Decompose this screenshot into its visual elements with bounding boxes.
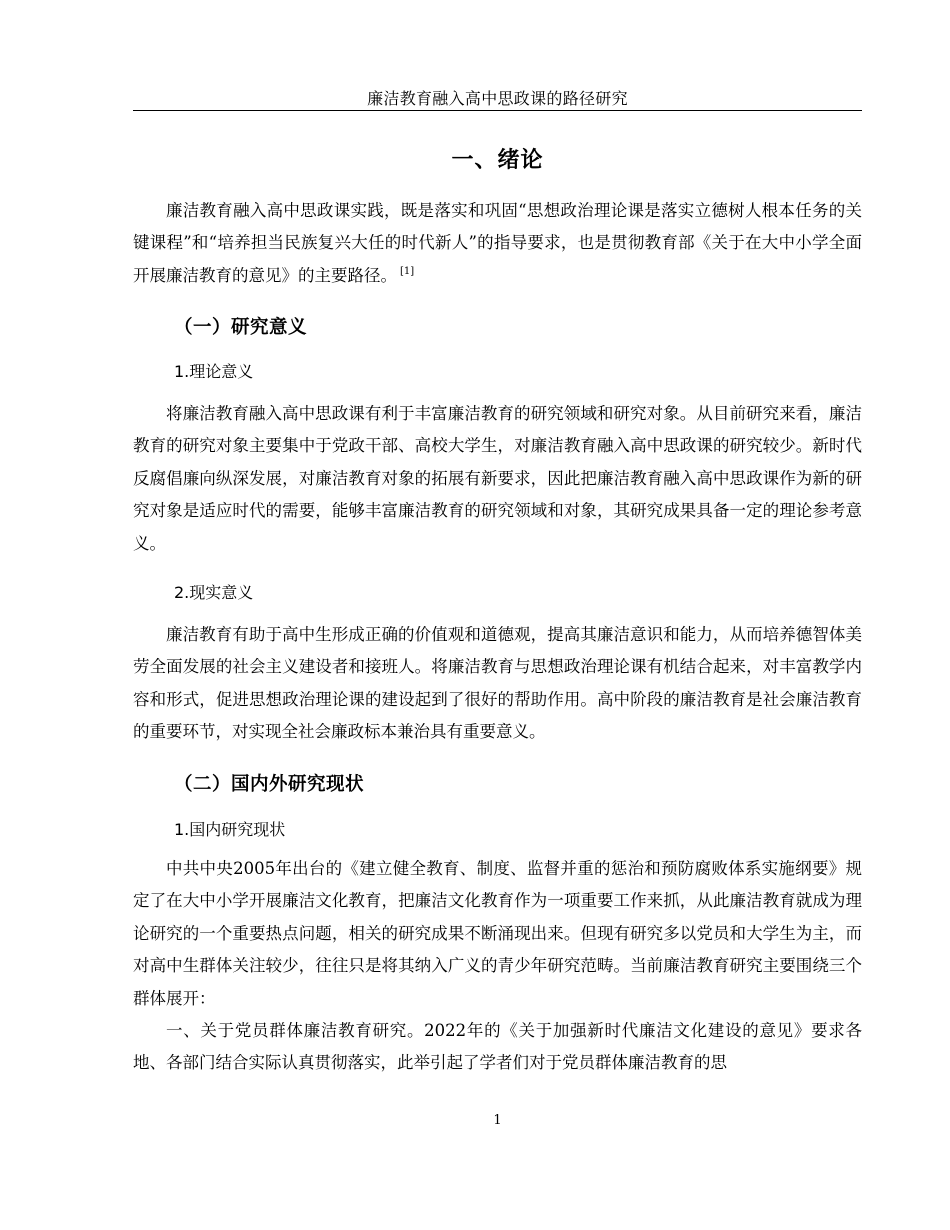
- section-title-significance: （一）研究意义: [174, 317, 308, 338]
- citation-ref: [1]: [400, 266, 415, 278]
- running-header: 廉洁教育融入高中思政课的路径研究: [367, 89, 628, 108]
- section-title-research-status: （二）国内外研究现状: [174, 774, 365, 795]
- page-number: 1: [493, 1113, 502, 1128]
- chapter-title: 一、绪论: [451, 148, 544, 173]
- domestic-paragraph-2: 一、关于党员群体廉洁教育研究。2022年的《关于加强新时代廉洁文化建设的意见》要求各地、各部门结合实际认真贯彻落实，此举引起了学者们对于党员群体廉洁教育的思: [133, 1021, 862, 1073]
- subsection-title-practice: 2.现实意义: [174, 583, 254, 602]
- theory-paragraph: 将廉洁教育融入高中思政课有利于丰富廉洁教育的研究领域和研究对象。从目前研究来看，廉洁教育的研究对象主要集中于党政干部、高校大学生，对廉洁教育融入高中思政课的研究较少。新时代反腐倡廉向纵深发展，对廉洁教育对象的拓展有新要求，因此把廉洁教育融入高中思政课作为新的研究对象是适应时代的需要，能够丰富廉洁教育的研究领域和对象，其研究成果具备一定的理论参考意义。: [133, 404, 862, 553]
- intro-text: 廉洁教育融入高中思政课实践，既是落实和巩固“思想政治理论课是落实立德树人根本任务的关键课程”和“培养担当民族复兴大任的时代新人”的指导要求，也是贯彻教育部《关于在大中小学全面开展廉洁教育的意见》的主要路径。: [133, 201, 862, 285]
- practice-paragraph: 廉洁教育有助于高中生形成正确的价值观和道德观，提高其廉洁意识和能力，从而培养德智体美劳全面发展的社会主义建设者和接班人。将廉洁教育与思想政治理论课有机结合起来，对丰富教学内容和形式，促进思想政治理论课的建设起到了很好的帮助作用。高中阶段的廉洁教育是社会廉洁教育的重要环节，对实现全社会廉政标本兼治具有重要意义。: [133, 625, 862, 742]
- domestic-paragraph-1: 中共中央2005年出台的《建立健全教育、制度、监督并重的惩治和预防腐败体系实施纲要》规定了在大中小学开展廉洁文化教育，把廉洁文化教育作为一项重要工作来抓，从此廉洁教育就成为理论研究的一个重要热点问题，相关的研究成果不断涌现出来。但现有研究多以党员和大学生为主，而对高中生群体关注较少，往往只是将其纳入广义的青少年研究范畴。当前廉洁教育研究主要围绕三个群体展开：: [133, 859, 862, 1008]
- header-rule: [133, 110, 862, 111]
- subsection-title-domestic: 1.国内研究现状: [174, 820, 286, 839]
- intro-paragraph: [133, 195, 862, 292]
- subsection-title-theory: 1.理论意义: [174, 362, 254, 381]
